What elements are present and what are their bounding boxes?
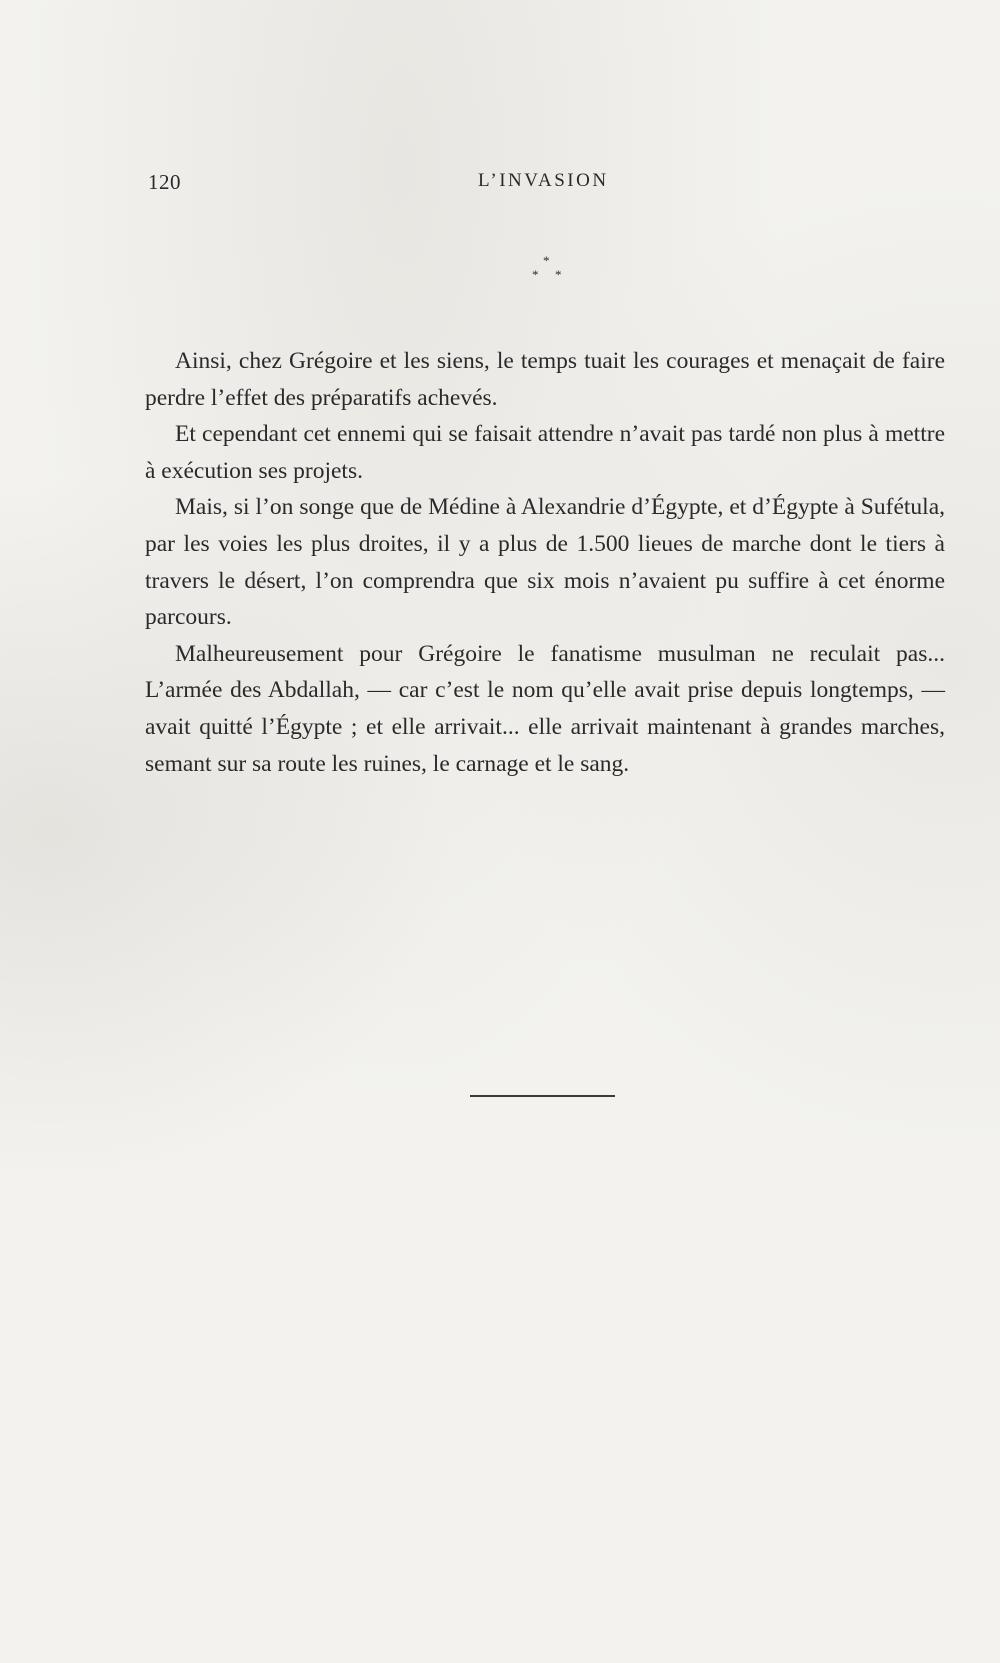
page-number: 120: [148, 170, 181, 194]
paragraph: Et cependant cet ennemi qui se faisait attendre n’avait pas tardé non plus à mettre à exécution ses projets.: [145, 421, 945, 484]
asterism-star: *: [543, 253, 550, 268]
paragraph: Malheureusement pour Grégoire le fanatisme musulman ne reculait pas... L’armée des Abdallah, — car c’est le nom qu’elle avait prise depuis longtemps, — avait quitté l’Égypte ; et elle arrivait... elle arrivait maintenant à grandes marches, semant sur sa route les ruines, le carnage et le sang.: [145, 640, 945, 777]
paragraph: Ainsi, chez Grégoire et les siens, le temps tuait les courages et menaçait de faire perdre l’effet des préparatifs achevés.: [145, 348, 945, 411]
body-text: [145, 343, 945, 782]
running-head: [148, 170, 632, 198]
asterism-star: *: [555, 267, 562, 282]
asterism-star: *: [532, 267, 539, 282]
end-rule: [470, 1095, 615, 1097]
section-break-asterism: [528, 254, 568, 294]
running-title: L’INVASION: [478, 170, 609, 191]
paragraph: Mais, si l’on songe que de Médine à Alexandrie d’Égypte, et d’Égypte à Sufétula, par les voies les plus droites, il y a plus de 1.500 lieues de marche dont le tiers à travers le désert, l’on comprendra que six mois n’avaient pu suffire à cet énorme parcours.: [145, 494, 945, 631]
